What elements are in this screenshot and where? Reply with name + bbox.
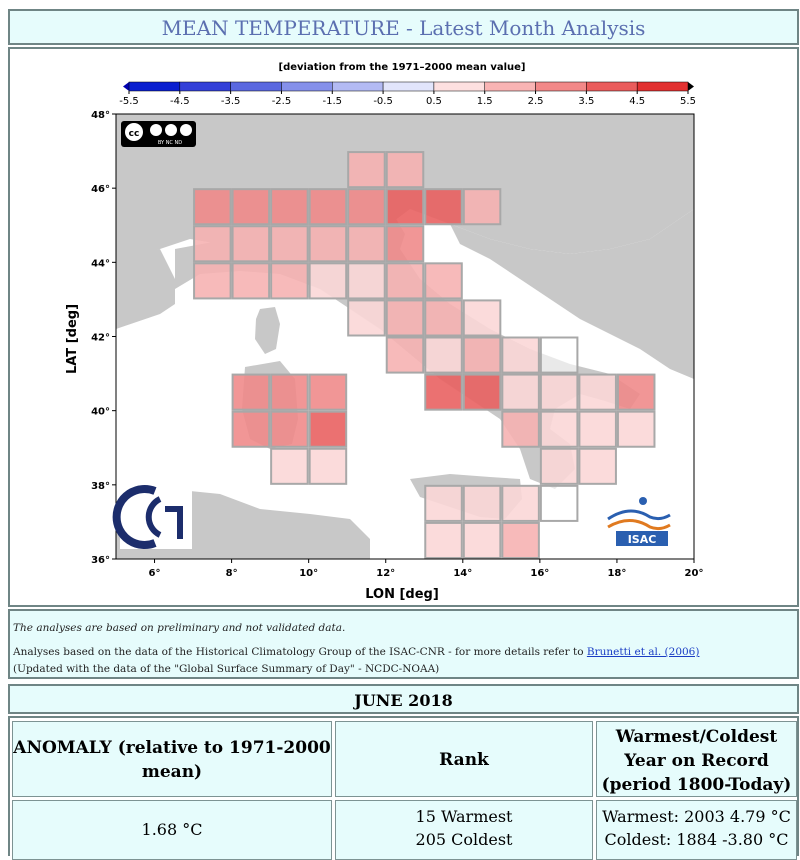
record-coldest: Coldest: 1884 -3.80 °C xyxy=(604,830,789,849)
colorbar-swatch xyxy=(485,82,536,91)
anomaly-cell xyxy=(348,152,385,187)
x-axis-label: LON [deg] xyxy=(365,587,439,602)
anomaly-cell xyxy=(502,486,539,521)
colorbar-tick-label: -2.5 xyxy=(271,96,292,107)
colorbar-swatch xyxy=(332,82,383,91)
anomaly-cell xyxy=(502,338,539,373)
anomaly-cell xyxy=(425,375,462,410)
lon-tick-label: 8° xyxy=(225,568,238,579)
colorbar-tick-label: 3.5 xyxy=(578,96,595,107)
anomaly-cell xyxy=(464,486,501,521)
anomaly-cell xyxy=(348,300,385,335)
isac-label: ISAC xyxy=(627,533,657,546)
colorbar-swatch xyxy=(129,82,180,91)
source-note-text: Analyses based on the data of the Historical Climatology Group of the ISAC-CNR - for more details refer to xyxy=(13,646,587,658)
source-note xyxy=(13,646,699,658)
anomaly-cell xyxy=(425,486,462,521)
anomaly-cell xyxy=(541,412,578,447)
colorbar-tick-label: -0.5 xyxy=(373,96,393,107)
anomaly-cell xyxy=(310,226,347,261)
cnr-logo-icon xyxy=(117,484,192,549)
anomaly-cell xyxy=(271,375,308,410)
anomaly-cell xyxy=(464,300,501,335)
anomaly-cell xyxy=(387,338,424,373)
results-table xyxy=(8,716,799,856)
page-title: MEAN TEMPERATURE - Latest Month Analysis xyxy=(161,16,646,40)
colorbar xyxy=(119,82,696,107)
anomaly-cell xyxy=(310,449,347,484)
anomaly-cell xyxy=(233,226,270,261)
rank-value xyxy=(335,800,593,860)
license-label: BY NC ND xyxy=(157,140,183,146)
rank-header: Rank xyxy=(335,721,593,797)
lat-tick-label: 46° xyxy=(91,184,110,196)
anomaly-cell xyxy=(541,449,578,484)
colorbar-tick-label: 1.5 xyxy=(476,96,493,107)
colorbar-tick-label: -4.5 xyxy=(170,96,190,107)
map-panel xyxy=(8,47,799,607)
anomaly-cell xyxy=(310,375,347,410)
anomaly-cell xyxy=(387,226,424,261)
colorbar-left-arrow xyxy=(123,82,129,91)
anomaly-cell xyxy=(502,412,539,447)
anomaly-cell xyxy=(310,189,347,224)
anomaly-cell xyxy=(271,449,308,484)
colorbar-right-arrow xyxy=(688,82,694,91)
anomaly-cell xyxy=(464,338,501,373)
anomaly-cell xyxy=(464,375,501,410)
anomaly-cell xyxy=(579,449,616,484)
anomaly-cell xyxy=(271,263,308,298)
lat-tick-label: 48° xyxy=(91,110,110,121)
anomaly-cell xyxy=(425,338,462,373)
anomaly-cell xyxy=(387,152,424,187)
anomaly-cell xyxy=(387,263,424,298)
colorbar-tick-label: 4.5 xyxy=(629,96,646,107)
anomaly-cell xyxy=(425,523,462,558)
colorbar-tick-label: -1.5 xyxy=(322,96,343,107)
colorbar-tick-label: -3.5 xyxy=(220,96,241,107)
lat-tick-label: 42° xyxy=(91,332,110,344)
anomaly-cell xyxy=(425,300,462,335)
anomaly-cell xyxy=(194,226,231,261)
anomaly-cell xyxy=(387,189,424,224)
anomaly-cell xyxy=(233,375,270,410)
anomaly-header: ANOMALY (relative to 1971-2000 mean) xyxy=(12,721,332,797)
record-warmest: Warmest: 2003 4.79 °C xyxy=(602,807,791,826)
anomaly-cell xyxy=(194,263,231,298)
anomaly-cell xyxy=(464,189,501,224)
anomaly-cell xyxy=(464,523,501,558)
lat-tick-label: 44° xyxy=(91,258,110,270)
colorbar-swatch xyxy=(231,82,282,91)
month-header xyxy=(8,684,799,714)
lon-tick-label: 20° xyxy=(684,568,704,579)
brunetti-reference-link[interactable]: Brunetti et al. (2006) xyxy=(586,646,700,658)
anomaly-cell xyxy=(541,375,578,410)
anomaly-cell xyxy=(194,189,231,224)
lon-tick-label: 18° xyxy=(607,568,627,579)
anomaly-cell xyxy=(233,189,270,224)
colorbar-swatch xyxy=(434,82,485,91)
anomaly-cell xyxy=(271,412,308,447)
anomaly-cell xyxy=(271,226,308,261)
rank-warmest: 15 Warmest xyxy=(415,807,513,826)
y-axis-label: LAT [deg] xyxy=(65,303,80,375)
month-label: JUNE 2018 xyxy=(354,691,453,710)
lat-tick-label: 38° xyxy=(91,480,110,492)
anomaly-cell xyxy=(425,263,462,298)
isac-logo-icon xyxy=(602,489,674,549)
lon-tick-label: 12° xyxy=(376,568,396,579)
lon-tick-label: 10° xyxy=(299,568,319,579)
anomaly-cell xyxy=(618,412,655,447)
cc-license-icon xyxy=(121,121,196,147)
anomaly-cell xyxy=(348,263,385,298)
colorbar-tick-label: 2.5 xyxy=(527,96,544,107)
title-bar xyxy=(8,9,799,45)
notes-panel xyxy=(8,609,799,679)
update-note: (Updated with the data of the "Global Surface Summary of Day" - NCDC-NOAA) xyxy=(13,663,440,675)
colorbar-swatch xyxy=(383,82,434,91)
anomaly-cell xyxy=(502,523,539,558)
colorbar-tick-label: -5.5 xyxy=(119,96,139,107)
anomaly-cell xyxy=(502,375,539,410)
anomaly-cell xyxy=(348,226,385,261)
anomaly-cell xyxy=(233,412,270,447)
record-header: Warmest/Coldest Year on Record (period 1800-Today) xyxy=(596,721,797,797)
colorbar-swatch xyxy=(536,82,587,91)
rank-coldest: 205 Coldest xyxy=(415,830,513,849)
anomaly-cell xyxy=(579,412,616,447)
colorbar-tick-label: 5.5 xyxy=(680,96,696,107)
svg-text:cc: cc xyxy=(128,129,140,139)
anomaly-cell xyxy=(541,486,578,521)
lat-tick-label: 40° xyxy=(91,406,110,418)
anomaly-cell xyxy=(348,189,385,224)
anomaly-value: 1.68 °C xyxy=(12,800,332,860)
colorbar-swatch xyxy=(281,82,332,91)
temperature-anomaly-map xyxy=(10,49,797,605)
anomaly-cell xyxy=(310,263,347,298)
anomaly-cell xyxy=(233,263,270,298)
anomaly-cell xyxy=(425,189,462,224)
record-value xyxy=(596,800,797,860)
anomaly-cell xyxy=(387,300,424,335)
colorbar-swatch xyxy=(586,82,637,91)
lat-tick-label: 36° xyxy=(91,555,110,566)
anomaly-cell xyxy=(271,189,308,224)
lon-tick-label: 14° xyxy=(453,568,473,579)
colorbar-swatch xyxy=(637,82,688,91)
lon-tick-label: 16° xyxy=(530,568,550,579)
anomaly-cell xyxy=(579,375,616,410)
anomaly-cell xyxy=(310,412,347,447)
lon-tick-label: 6° xyxy=(148,568,161,579)
colorbar-tick-label: 0.5 xyxy=(425,96,442,107)
colorbar-swatch xyxy=(180,82,231,91)
anomaly-cell xyxy=(618,375,655,410)
preliminary-note: The analyses are based on preliminary and not validated data. xyxy=(13,622,346,634)
anomaly-cell xyxy=(541,338,578,373)
map-subtitle: [deviation from the 1971–2000 mean value] xyxy=(278,62,526,73)
